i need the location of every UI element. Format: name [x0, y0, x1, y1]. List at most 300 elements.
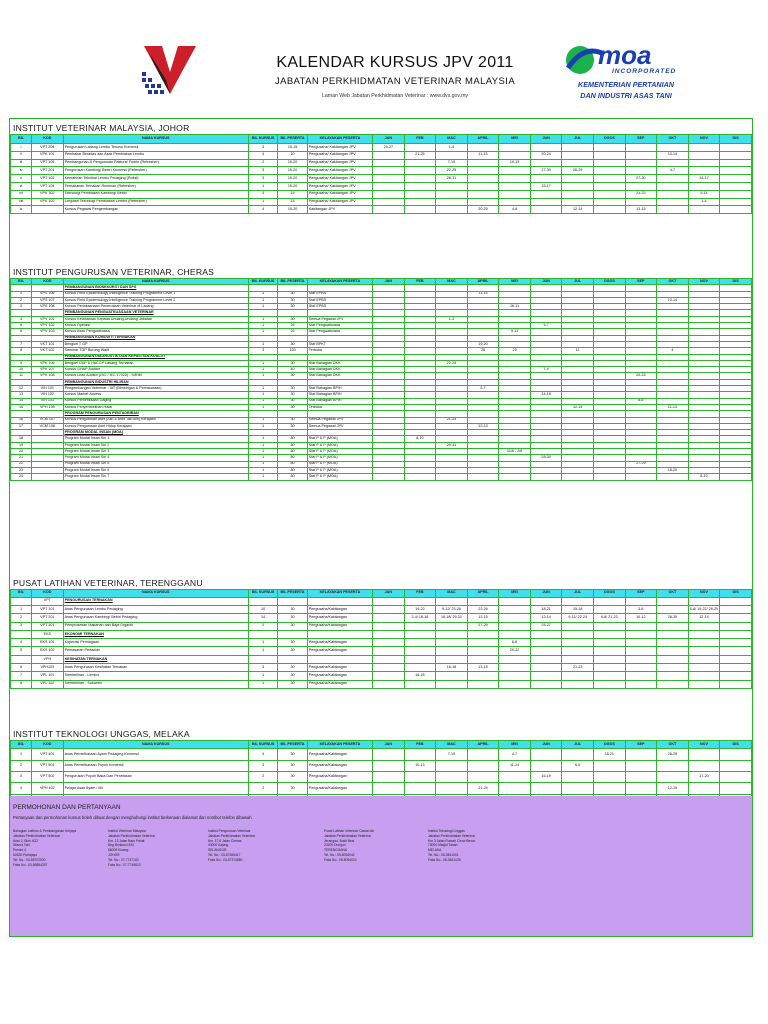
column-header: MAC [436, 279, 468, 285]
cell: 5-7 [530, 323, 562, 329]
table-row [11, 622, 752, 630]
cell [373, 474, 405, 480]
cell: 8 [11, 680, 32, 688]
cell [373, 614, 405, 622]
cell: 30 [278, 672, 307, 680]
cell [373, 749, 405, 760]
cell [436, 760, 468, 771]
cell: 13-15 [625, 206, 657, 214]
cell [404, 206, 436, 214]
cell: VPT 502 [32, 771, 64, 782]
column-header: APRIL [467, 741, 499, 749]
cell: VPT 201 [32, 614, 64, 622]
cell: VPK 106 [32, 360, 64, 366]
cell: 30 [278, 622, 307, 630]
cell: 16-11 [499, 304, 531, 310]
table-row [11, 672, 752, 680]
cell: 11-14 [499, 760, 531, 771]
cell [436, 182, 468, 190]
cell: Pembangunan & Pengurusan Pastura/ Fodrin (Refresher) [63, 159, 248, 167]
cell: Teknologi Pembiakan Kambing/ Bebiri [63, 190, 248, 198]
cell: 17 [11, 423, 32, 429]
cell [593, 151, 625, 159]
cell [499, 680, 531, 688]
cell: 8-10 [688, 474, 720, 480]
table-header-row [11, 590, 752, 598]
group-code: VPH [32, 655, 64, 663]
cell [625, 144, 657, 152]
cell [625, 167, 657, 175]
cell [625, 198, 657, 206]
column-header: APRIL [467, 279, 499, 285]
cell: 10-13 [499, 159, 531, 167]
address-line: Tel. No.: 09-8094042 [324, 852, 355, 857]
group-label: KESIHATAN TERNAKAN [63, 655, 248, 663]
cell: Staf Penguatkuasa [307, 329, 372, 335]
cell: Staf Penguatkuasa [307, 323, 372, 329]
address-line: Faks No.: 09-8094010 [324, 857, 357, 862]
cell [467, 159, 499, 167]
cell: 3 [11, 622, 32, 630]
cell: 30 [278, 392, 307, 398]
cell: 11-15 [467, 151, 499, 159]
cell [467, 680, 499, 688]
cell [530, 190, 562, 198]
column-header: BIL [11, 741, 32, 749]
cell [688, 664, 720, 672]
cell: VPT 102 [32, 175, 64, 183]
cell: 6 [11, 329, 32, 335]
cell: Seminar TGP Burung Walit [63, 348, 248, 354]
cell: 22-25 [436, 360, 468, 366]
cell: 25-27 [530, 622, 562, 630]
cell: Staf P & P (MOA) [307, 474, 372, 480]
cell [593, 144, 625, 152]
address-line: JOHOR [108, 852, 120, 857]
column-header: JAN [373, 279, 405, 285]
column-header: JAN [373, 741, 405, 749]
cell [720, 783, 752, 794]
cell [688, 680, 720, 688]
cell [373, 760, 405, 771]
cell [657, 175, 689, 183]
cell: 15-20 [278, 175, 307, 183]
cell: Staf Bahagian BPIH [307, 398, 372, 404]
table-header-row [11, 741, 752, 749]
cell: 30 [278, 783, 307, 794]
cell [373, 198, 405, 206]
cell [499, 605, 531, 613]
cell: 30 [278, 341, 307, 347]
cell: 2 [11, 760, 32, 771]
cell: 5 [11, 323, 32, 329]
cell: Pengusaha/Kakitangan [307, 614, 372, 622]
cell: 14-16 [530, 392, 562, 398]
cell: 1-4 [436, 144, 468, 152]
table-row [11, 783, 752, 794]
address-line: Faks No.: 07-7749813 [108, 862, 141, 867]
cell [404, 647, 436, 655]
group-label: PEMBANGUNAN KOMODITI TERNAKAN [63, 335, 248, 341]
column-header: NOV [688, 135, 720, 144]
cell: ix [11, 206, 32, 214]
cell [373, 182, 405, 190]
table-row [11, 605, 752, 613]
column-header: OGOS [593, 279, 625, 285]
cell: Pengusaha/ Kakitangan JPV [307, 198, 372, 206]
cell: 15-20 [278, 159, 307, 167]
cell [373, 175, 405, 183]
cell: 1 [248, 442, 277, 448]
cell [467, 144, 499, 152]
cell: 30 [278, 423, 307, 429]
cell: 1 [248, 467, 277, 473]
cell [593, 605, 625, 613]
cell: VIH 103 [32, 398, 64, 404]
cell: iii [11, 159, 32, 167]
cell [688, 760, 720, 771]
cell: Pengusaha/ Kakitangan JPV [307, 182, 372, 190]
cell: iv [11, 167, 32, 175]
cell [499, 622, 531, 630]
cell: Program Modal Insan Siri 1 [63, 436, 248, 442]
cell: 1 [248, 455, 277, 461]
column-header: MEI [499, 590, 531, 598]
cell: 80 [278, 467, 307, 473]
table-row [11, 771, 752, 782]
cell [657, 771, 689, 782]
table-row [11, 190, 752, 198]
address-line: Pusat Latihan Veterinar Cawan Air [324, 829, 375, 833]
cell [593, 783, 625, 794]
cell [530, 198, 562, 206]
cell: 15-20 [278, 182, 307, 190]
cell: Pengusaha/Kakitangan [307, 622, 372, 630]
cell [657, 474, 689, 480]
table-row [11, 614, 752, 622]
section-title: INSTITUT TEKNOLOGI UNGGAS, MELAKA [13, 729, 190, 739]
moa-incorporated: INCORPORATED [612, 68, 677, 75]
group-label: EKONOMI TERNAKAN [63, 630, 248, 638]
address-line: 62630 Putrajaya [13, 852, 38, 857]
page-subtitle: JABATAN PERKHIDMATAN VETERINAR MALAYSIA [274, 76, 516, 87]
cell [720, 614, 752, 622]
cell: Staf P & P (MOA) [307, 461, 372, 467]
table-header-row [11, 135, 752, 144]
cell: 30 [278, 760, 307, 771]
cell: VIH 102 [32, 392, 64, 398]
cell: 10 [278, 151, 307, 159]
cell: 4 [657, 348, 689, 354]
column-header: NOV [688, 741, 720, 749]
cell [499, 167, 531, 175]
cell: Sembelihan - Lembu [63, 672, 248, 680]
cell [499, 182, 531, 190]
cell [436, 474, 468, 480]
cell [467, 749, 499, 760]
table-row [11, 167, 752, 175]
cell [373, 672, 405, 680]
address-line: Beg Berkunci 520 [108, 843, 135, 848]
cell [720, 664, 752, 672]
cell: 24 [11, 474, 32, 480]
cell: Semua Pegawai JPV [307, 423, 372, 429]
group-label: PEMBANGUNAN PENGUATKUASAAN VETERINAR [63, 310, 248, 316]
cell [625, 749, 657, 760]
cell: 4 [248, 151, 277, 159]
cell [404, 198, 436, 206]
cell: 2 [11, 297, 32, 303]
cell: 12-14 [562, 206, 594, 214]
cell: 19-20 [467, 341, 499, 347]
cell [499, 664, 531, 672]
cell [404, 680, 436, 688]
cell: 30 [278, 316, 307, 322]
cell [404, 622, 436, 630]
section-2 [10, 267, 752, 481]
cell: VKT 102 [32, 348, 64, 354]
cell: Pembakar Beradas dan Asas Pembiakan Lembu [63, 151, 248, 159]
cell: VCM 108 [32, 423, 64, 429]
cell: 4 [248, 206, 277, 214]
cell [593, 672, 625, 680]
cell [720, 474, 752, 480]
cell: Kursus Pemeriksaan Daging [63, 398, 248, 404]
cell [562, 474, 594, 480]
cell: 14 [248, 614, 277, 622]
page-title: KALENDAR KURSUS JPV 2011 [276, 54, 514, 71]
address-line: Institut Veterinar Malaysia [108, 829, 146, 833]
cell: 1 [248, 291, 277, 297]
cell: Pengusaha/Kakitangan [307, 680, 372, 688]
cell [720, 206, 752, 214]
cell: Pengusaha/Kakitangan [307, 783, 372, 794]
cell: 21-23 [562, 664, 594, 672]
column-header: NAMA KURSUS [63, 135, 248, 144]
cell [720, 639, 752, 647]
cell: 2 [248, 771, 277, 782]
cell: 12-15 [657, 783, 689, 794]
cell: 25 [278, 323, 307, 329]
cell [404, 190, 436, 198]
cell [688, 639, 720, 647]
cell: 27-29 [625, 461, 657, 467]
cell [499, 474, 531, 480]
cell: 40 [278, 367, 307, 373]
page-header [0, 0, 768, 118]
cell: 9-12/ 23-26 [436, 605, 468, 613]
cell: VPS 107 [32, 297, 64, 303]
cell: 10-12 [625, 614, 657, 622]
column-header: JUN [530, 741, 562, 749]
cell: Staf P & P (MOA) [307, 449, 372, 455]
cell: Staf Bahagian DKK [307, 367, 372, 373]
table-row [11, 474, 752, 480]
cell [562, 647, 594, 655]
cell: 6 [11, 664, 32, 672]
cell: 5-7 [467, 386, 499, 392]
cell: VPT 105 [32, 159, 64, 167]
enquiry-title: PERMOHONAN DAN PERTANYAAN [13, 804, 121, 811]
cell: 18-20 [657, 467, 689, 473]
cell: Kursus Field Epidemiology Intelligence Training Programme Level 2 [63, 297, 248, 303]
cell: 6-9 [562, 760, 594, 771]
cell: 22 [11, 461, 32, 467]
cell [467, 182, 499, 190]
cell [720, 749, 752, 760]
cell [436, 190, 468, 198]
cell [562, 182, 594, 190]
column-header: BIL PESERTA [278, 135, 307, 144]
cell: 29-31 [436, 442, 468, 448]
cell: 20-22 [499, 647, 531, 655]
cell: 18-21 [530, 605, 562, 613]
cell: 5 [11, 647, 32, 655]
group-label: PROGRAM PENGURUSAN PENTADBIRAN [63, 411, 248, 417]
calendar-sheet [9, 118, 753, 937]
column-header: APRIL [467, 590, 499, 598]
cell: Staf P & P (MOA) [307, 442, 372, 448]
cell [593, 771, 625, 782]
cell [499, 144, 531, 152]
cell: 7-9 [530, 367, 562, 373]
cell [530, 159, 562, 167]
cell: 9 [11, 360, 32, 366]
cell: Staf Bahagian BPIH [307, 392, 372, 398]
cell [530, 639, 562, 647]
address-block [324, 829, 434, 863]
cell: Staf Bahagian DKK [307, 373, 372, 379]
column-header: JUL [562, 279, 594, 285]
cell: 7-10 [436, 749, 468, 760]
cell [688, 159, 720, 167]
cell: 27-30 [625, 175, 657, 183]
cell: VPT 104 [32, 182, 64, 190]
column-header: KOD [32, 135, 64, 144]
cell: 10-13 [404, 760, 436, 771]
column-header: JUN [530, 135, 562, 144]
cell: Kursus Penyembelihan Halal [63, 404, 248, 410]
address-line: 43000 Kajang [208, 843, 229, 848]
moa-ministry-line1: KEMENTERIAN PERTANIAN [578, 80, 674, 89]
column-header: DIS [720, 279, 752, 285]
cell: 10 [11, 367, 32, 373]
cell: 1 [11, 291, 32, 297]
cell [436, 672, 468, 680]
column-header: KELAYAKAN PESERTA [307, 741, 372, 749]
cell: 10-14 [657, 297, 689, 303]
cell [625, 622, 657, 630]
cell [467, 175, 499, 183]
cell [593, 664, 625, 672]
cell: 23 [11, 467, 32, 473]
group-row [11, 655, 752, 663]
column-header: OKT [657, 741, 689, 749]
column-header: NOV [688, 590, 720, 598]
cell: 19-22 [404, 605, 436, 613]
cell: 9-13 [499, 329, 531, 335]
cell: 30 [278, 291, 307, 297]
table-row [11, 151, 752, 159]
cell [593, 190, 625, 198]
cell: Pemasaran Pertanian [63, 647, 248, 655]
cell: 11-13 [657, 404, 689, 410]
column-header: DIS [720, 741, 752, 749]
cell: 30 [278, 304, 307, 310]
cell: 3 [248, 144, 277, 152]
cell: 16 [11, 417, 32, 423]
cell: 1 [248, 373, 277, 379]
cell: VPT 401 [32, 749, 64, 760]
column-header: NAMA KURSUS [63, 590, 248, 598]
cell: 7-10 [436, 159, 468, 167]
cell [404, 167, 436, 175]
cell: Bengkel GAP & HACCP Ladang Ternakan [63, 360, 248, 366]
cell [373, 771, 405, 782]
cell: 28-30 [657, 614, 689, 622]
cell [720, 622, 752, 630]
cell: 9-11 [688, 190, 720, 198]
cell: 4 [11, 316, 32, 322]
cell [530, 206, 562, 214]
cell: VPH103 [32, 664, 64, 672]
section-1 [10, 123, 752, 214]
cell: Pengusaha/ Kakitangan JPV [307, 167, 372, 175]
cell [657, 672, 689, 680]
cell: Pengusaha/ Kakitangan JPV [307, 151, 372, 159]
cell: Semua Pegawai JPV [307, 417, 372, 423]
address-line: Jabatan Perkhidmatan Veterinar [208, 833, 256, 838]
column-header: SEP [625, 135, 657, 144]
enquiry-text: Pertanyaan dan permohonan kursus boleh dibuat dengan menghubungi institut berkenaan dialamat dan nombor telefon dibawah [13, 815, 252, 820]
cell: 6-8/ 21-23 [593, 614, 625, 622]
moa-ministry-line2: DAN INDUSTRI ASAS TANI [580, 91, 672, 100]
cell: 1 [11, 605, 32, 613]
column-header: FEB [404, 135, 436, 144]
cell [499, 151, 531, 159]
cell [530, 144, 562, 152]
cell: 19 [11, 442, 32, 448]
address-block [208, 829, 318, 863]
cell: 25 [278, 329, 307, 335]
address-line: Wisma Tani [13, 843, 30, 848]
cell [436, 639, 468, 647]
cell: 1 [248, 404, 277, 410]
column-header: KOD [32, 279, 64, 285]
cell: 1 [248, 680, 277, 688]
address-line: Jabatan Perkhidmatan Veterinar [324, 833, 372, 838]
cell [625, 760, 657, 771]
enquiry-panel [10, 796, 752, 937]
cell [593, 206, 625, 214]
address-line: Km 3 Jalan Rumah Chow Besar [428, 838, 475, 843]
cell [373, 783, 405, 794]
cell: VPK 102 [32, 198, 64, 206]
cell [436, 622, 468, 630]
cell: 6-8 [499, 639, 531, 647]
cell: 150 [278, 348, 307, 354]
cell: 4-7 [499, 749, 531, 760]
cell [688, 167, 720, 175]
column-header: JUN [530, 279, 562, 285]
address-line: Faks No.: 03-87374880 [208, 857, 243, 862]
cell: Program Modal Insan Siri 7 [63, 474, 248, 480]
cell: Kursus Asas Penguatkuasa [63, 329, 248, 335]
cell [593, 198, 625, 206]
cell [593, 182, 625, 190]
column-header: JUN [530, 590, 562, 598]
cell: 30 [278, 404, 307, 410]
